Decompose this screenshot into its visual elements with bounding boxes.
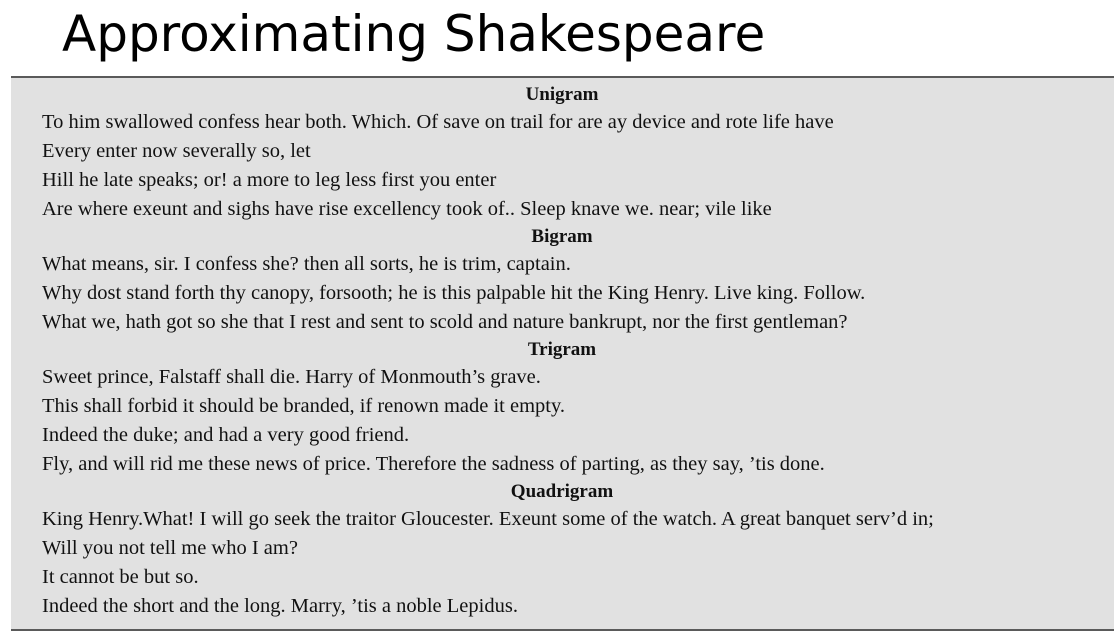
slide-title: Approximating Shakespeare bbox=[62, 5, 766, 63]
bigram-heading: Bigram bbox=[531, 226, 593, 247]
trigram-line: Fly, and will rid me these news of price. Therefore the sadness of parting, as they say, ’tis done. bbox=[42, 453, 825, 475]
trigram-line: Indeed the duke; and had a very good friend. bbox=[42, 424, 410, 446]
unigram-line: To him swallowed confess hear both. Which. Of save on trail for are ay device and rote life have bbox=[42, 111, 834, 133]
quadrigram-line: Will you not tell me who I am? bbox=[42, 537, 298, 559]
bigram-line: Why dost stand forth thy canopy, forsooth; he is this palpable hit the King Henry. Live king. Follow. bbox=[42, 282, 866, 304]
bigram-line: What we, hath got so she that I rest and sent to scold and nature bankrupt, nor the first gentleman? bbox=[42, 311, 848, 333]
trigram-heading: Trigram bbox=[527, 339, 597, 360]
bigram-line: What means, sir. I confess she? then all sorts, he is trim, captain. bbox=[42, 253, 571, 275]
ngram-samples-panel bbox=[11, 76, 1114, 631]
quadrigram-heading: Quadrigram bbox=[510, 481, 614, 502]
unigram-heading: Unigram bbox=[525, 84, 599, 105]
unigram-line: Are where exeunt and sighs have rise excellency took of.. Sleep knave we. near; vile like bbox=[42, 198, 772, 220]
ngram-samples-content bbox=[42, 82, 1108, 621]
quadrigram-line: It cannot be but so. bbox=[42, 566, 199, 588]
quadrigram-line: King Henry.What! I will go seek the traitor Gloucester. Exeunt some of the watch. A great banquet serv’d in; bbox=[42, 508, 934, 530]
quadrigram-line: Indeed the short and the long. Marry, ’tis a noble Lepidus. bbox=[42, 595, 518, 617]
unigram-line: Every enter now severally so, let bbox=[42, 140, 311, 162]
trigram-line: Sweet prince, Falstaff shall die. Harry of Monmouth’s grave. bbox=[42, 366, 541, 388]
unigram-line: Hill he late speaks; or! a more to leg less first you enter bbox=[42, 169, 497, 191]
trigram-line: This shall forbid it should be branded, if renown made it empty. bbox=[42, 395, 566, 417]
